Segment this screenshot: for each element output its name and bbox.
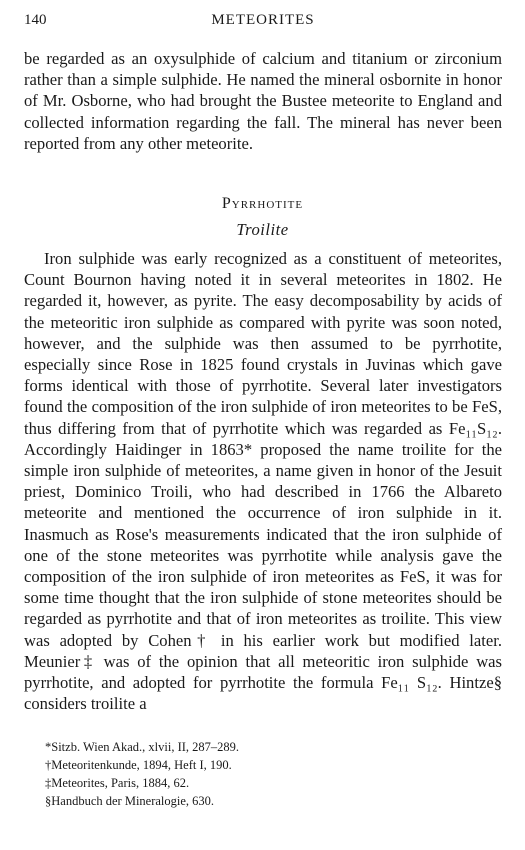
footnote: †Meteoritenkunde, 1894, Heft I, 190. xyxy=(45,758,232,772)
main-paragraph: Iron sulphide was early recognized as a constituent of meteorites, Count Bournon having noted it in several meteorites in 1802. He regarded it, however, as pyrite. The easy decomposability by acids of the meteoritic iron sulphide as compared with pyrite was soon noted, however, and the sulphide was then assumed to be pyrrhotite, especially since Rose in 1825 found crystals in Juvinas which gave forms identical with those of pyrrhotite. Several later investigators found the composition of the iron sulphide of iron meteorites to be FeS, thus differing from that of pyrrhotite which was regarded as Fe₁₁S₁₂. Accordingly Haidinger in 1863* proposed the name troilite for the simple iron sulphide of meteorites, a name given in honor of the Jesuit priest, Dominico Troili, who had described in 1766 the Albareto meteorite and mentioned the occurrence of iron sulphide in it. Inasmuch as Rose's measurements indicated that the iron sulphide of one of the stone meteorites was pyrrhotite while analysis gave the composition of the iron sulphide of iron meteorites as FeS, it was for some time thought that the iron sulphide of stone meteorites should be regarded as pyrrhotite and that of iron meteorites as troilite. This view was adopted by Cohen† in his earlier work but modified later. Meunier‡ was of the opinion that all meteoritic iron sulphide was pyrrhotite, and adopted for pyrrhotite the formula Fe₁₁ S₁₂. Hintze§ considers troilite a xyxy=(24,249,502,714)
footnote: ‡Meteorites, Paris, 1884, 62. xyxy=(45,776,190,790)
footnote: §Handbuch der Mineralogie, 630. xyxy=(45,794,215,808)
section-heading: Pyrrhotite xyxy=(221,195,304,212)
intro-text xyxy=(24,48,502,154)
intro-paragraph: be regarded as an oxysulphide of calcium and titanium or zirconium rather than a simple sulphide. He named the mineral osbornite in honor of Mr. Osborne, who had brought the Bustee meteorite to England and collected information regarding the fall. The mineral has never been reported from any other meteorite. xyxy=(24,49,502,153)
main-text xyxy=(24,248,502,714)
page-number: 140 xyxy=(24,12,47,28)
page-header xyxy=(24,12,502,34)
section-subheading: Troilite xyxy=(236,220,289,239)
footnotes xyxy=(45,738,239,810)
running-head: METEORITES xyxy=(211,12,315,28)
footnote: *Sitzb. Wien Akad., xlvii, II, 287–289. xyxy=(45,740,240,754)
